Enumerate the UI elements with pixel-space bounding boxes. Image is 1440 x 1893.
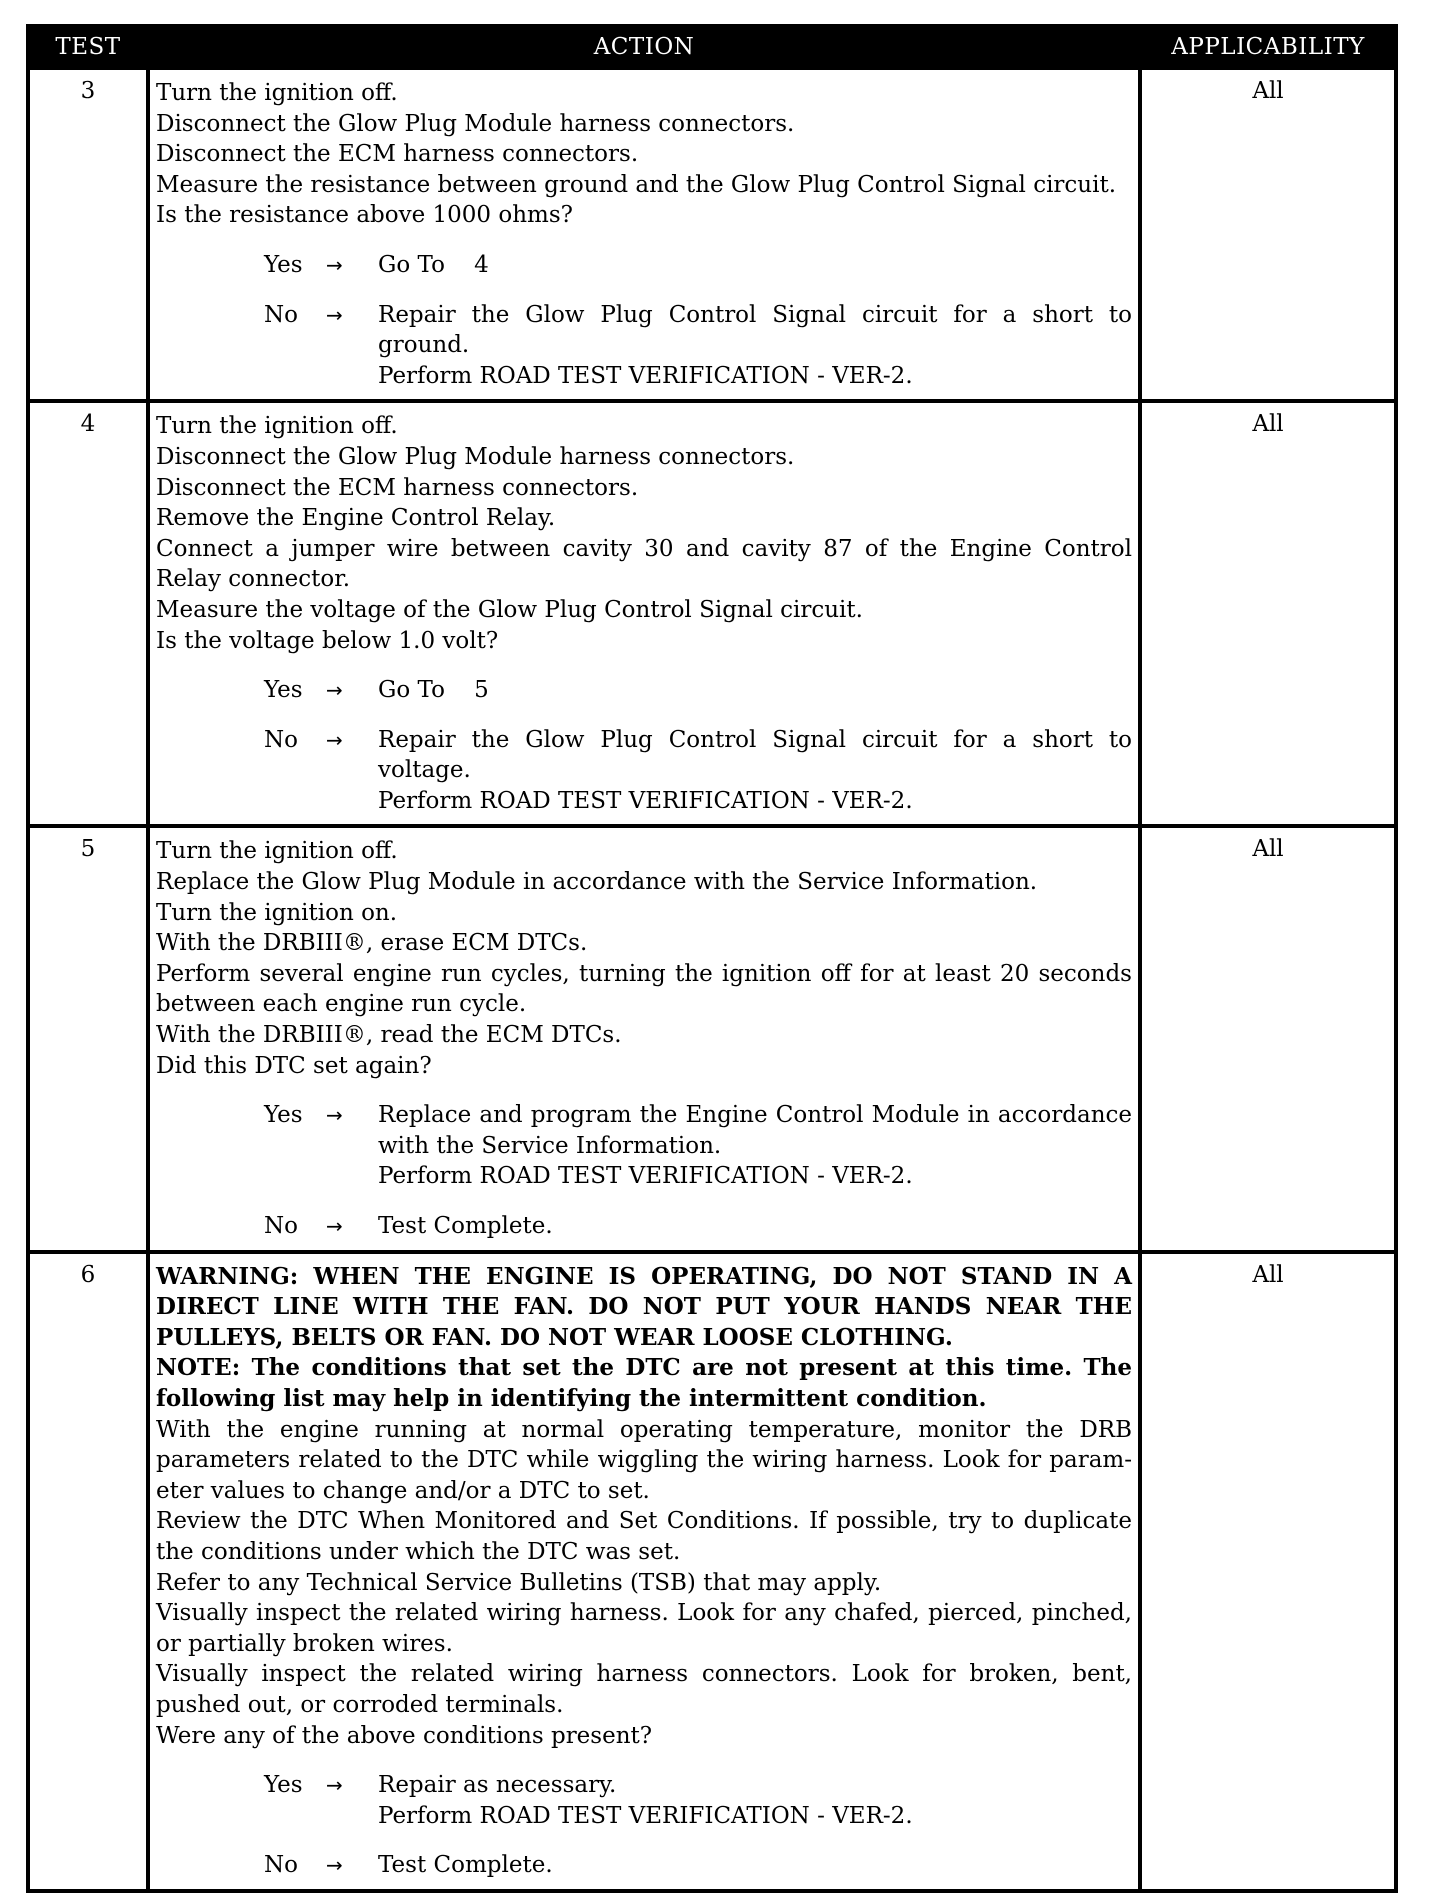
yes-label: Yes: [264, 677, 303, 704]
right-arrow-icon: →: [326, 678, 343, 703]
table-row: [28, 826, 1396, 1251]
action-cell: [148, 826, 1140, 1251]
action-step: With the DRBIII®, erase ECM DTCs.: [156, 930, 588, 957]
response-text: Perform ROAD TEST VERIFICATION - VER-2.: [378, 1163, 913, 1190]
action-question: Is the voltage below 1.0 volt?: [156, 627, 499, 654]
no-response: [264, 1211, 1132, 1242]
action-question: Were any of the above conditions present?: [156, 1722, 653, 1749]
right-arrow-icon: →: [326, 727, 343, 752]
action-step: Connect a jumper wire between cavity 30 and cavity 87 of the Engine Control Relay connector.: [156, 535, 1132, 593]
yes-label: Yes: [264, 1102, 303, 1129]
action-step: Disconnect the Glow Plug Module harness connectors.: [156, 110, 795, 137]
applicability-value: All: [1140, 1252, 1396, 1891]
right-arrow-icon: →: [326, 1773, 343, 1798]
no-label: No: [264, 726, 298, 753]
header-applicability: APPLICABILITY: [1140, 26, 1396, 68]
right-arrow-icon: →: [326, 1853, 343, 1878]
action-step: Refer to any Technical Service Bulletins (TSB) that may apply.: [156, 1569, 882, 1596]
no-response: [264, 1850, 1132, 1881]
action-step: Turn the ignition off.: [156, 80, 398, 106]
table-row: [28, 68, 1396, 401]
applicability-value: All: [1140, 68, 1396, 401]
action-step: Turn the ignition off.: [156, 838, 398, 865]
response-text: Repair the Glow Plug Control Signal circuit for a short to voltage.: [378, 726, 1132, 784]
action-cell: [148, 401, 1140, 826]
yes-response: [264, 250, 1132, 281]
action-step: Remove the Engine Control Relay.: [156, 505, 556, 532]
action-question: Did this DTC set again?: [156, 1052, 432, 1079]
header-action: ACTION: [148, 26, 1140, 68]
action-step: Visually inspect the related wiring harness connectors. Look for broken, bent, pushed out, or corroded terminals.: [156, 1661, 1132, 1718]
action-step: Turn the ignition on.: [156, 899, 398, 926]
action-step: Review the DTC When Monitored and Set Conditions. If possible, try to duplicate the conditions under which the DTC was set.: [156, 1508, 1132, 1565]
applicability-value: All: [1140, 826, 1396, 1251]
no-response: [264, 725, 1132, 817]
response-text: Test Complete.: [378, 1213, 553, 1239]
response-text: Perform ROAD TEST VERIFICATION - VER-2.: [378, 1802, 913, 1829]
action-step: Measure the voltage of the Glow Plug Control Signal circuit.: [156, 596, 863, 623]
action-cell: [148, 68, 1140, 401]
response-text: Go To 4: [378, 251, 489, 278]
action-step: With the DRBIII®, read the ECM DTCs.: [156, 1022, 622, 1049]
right-arrow-icon: →: [326, 1214, 343, 1238]
no-label: No: [264, 1213, 298, 1239]
action-step: Turn the ignition off.: [156, 413, 398, 440]
no-response: [264, 300, 1132, 392]
right-arrow-icon: →: [326, 252, 343, 277]
action-step: With the engine running at normal operating temperature, monitor the DRB parameters related to the DTC while wiggling the wiring harness. Look for param-eter values to change and/or a DTC to set.: [156, 1416, 1132, 1504]
response-text: Perform ROAD TEST VERIFICATION - VER-2.: [378, 362, 913, 389]
test-number: 5: [28, 826, 148, 1251]
test-number: 4: [28, 401, 148, 826]
warning-text: WARNING: WHEN THE ENGINE IS OPERATING, DO NOT STAND IN A DIRECT LINE WITH THE FAN. DO NOT PUT YOUR HANDS NEAR THE PULLEYS, BELTS OR FAN. DO NOT WEAR LOOSE CLOTHING.: [156, 1262, 1132, 1351]
action-step: Visually inspect the related wiring harness. Look for any chafed, pierced, pinched, or partially broken wires.: [156, 1600, 1132, 1657]
header-test: TEST: [28, 26, 148, 68]
no-label: No: [264, 301, 298, 328]
action-step: Disconnect the ECM harness connectors.: [156, 141, 639, 168]
yes-response: [264, 675, 1132, 706]
action-cell: [148, 1252, 1140, 1891]
yes-label: Yes: [264, 251, 303, 278]
response-text: Go To 5: [378, 677, 489, 704]
response-text: Repair as necessary.: [378, 1772, 617, 1799]
test-number: 6: [28, 1252, 148, 1891]
no-label: No: [264, 1852, 298, 1879]
document-page: [26, 24, 1394, 1893]
action-step: Disconnect the Glow Plug Module harness connectors.: [156, 443, 795, 470]
response-text: Test Complete.: [378, 1852, 553, 1879]
action-step: Perform several engine run cycles, turning the ignition off for at least 20 seconds between each engine run cycle.: [156, 960, 1132, 1018]
table-row: [28, 401, 1396, 826]
right-arrow-icon: →: [326, 1103, 343, 1128]
diagnostic-test-table: [26, 24, 1398, 1893]
yes-response: [264, 1770, 1132, 1831]
action-step: Measure the resistance between ground and the Glow Plug Control Signal circuit.: [156, 171, 1117, 198]
yes-label: Yes: [264, 1772, 303, 1799]
action-step: Disconnect the ECM harness connectors.: [156, 474, 639, 501]
applicability-value: All: [1140, 401, 1396, 826]
test-number: 3: [28, 68, 148, 401]
response-text: Replace and program the Engine Control Module in accordance with the Service Information.: [378, 1102, 1132, 1159]
table-row: [28, 1252, 1396, 1891]
action-question: Is the resistance above 1000 ohms?: [156, 202, 573, 229]
action-step: Replace the Glow Plug Module in accordance with the Service Information.: [156, 869, 1038, 896]
note-text: NOTE: The conditions that set the DTC are not present at this time. The following list may help in identifying the intermittent condition.: [156, 1354, 1132, 1412]
table-header-row: [28, 26, 1396, 68]
response-text: Repair the Glow Plug Control Signal circuit for a short to ground.: [378, 301, 1132, 359]
yes-response: [264, 1100, 1132, 1192]
response-text: Perform ROAD TEST VERIFICATION - VER-2.: [378, 787, 913, 814]
right-arrow-icon: →: [326, 302, 343, 327]
